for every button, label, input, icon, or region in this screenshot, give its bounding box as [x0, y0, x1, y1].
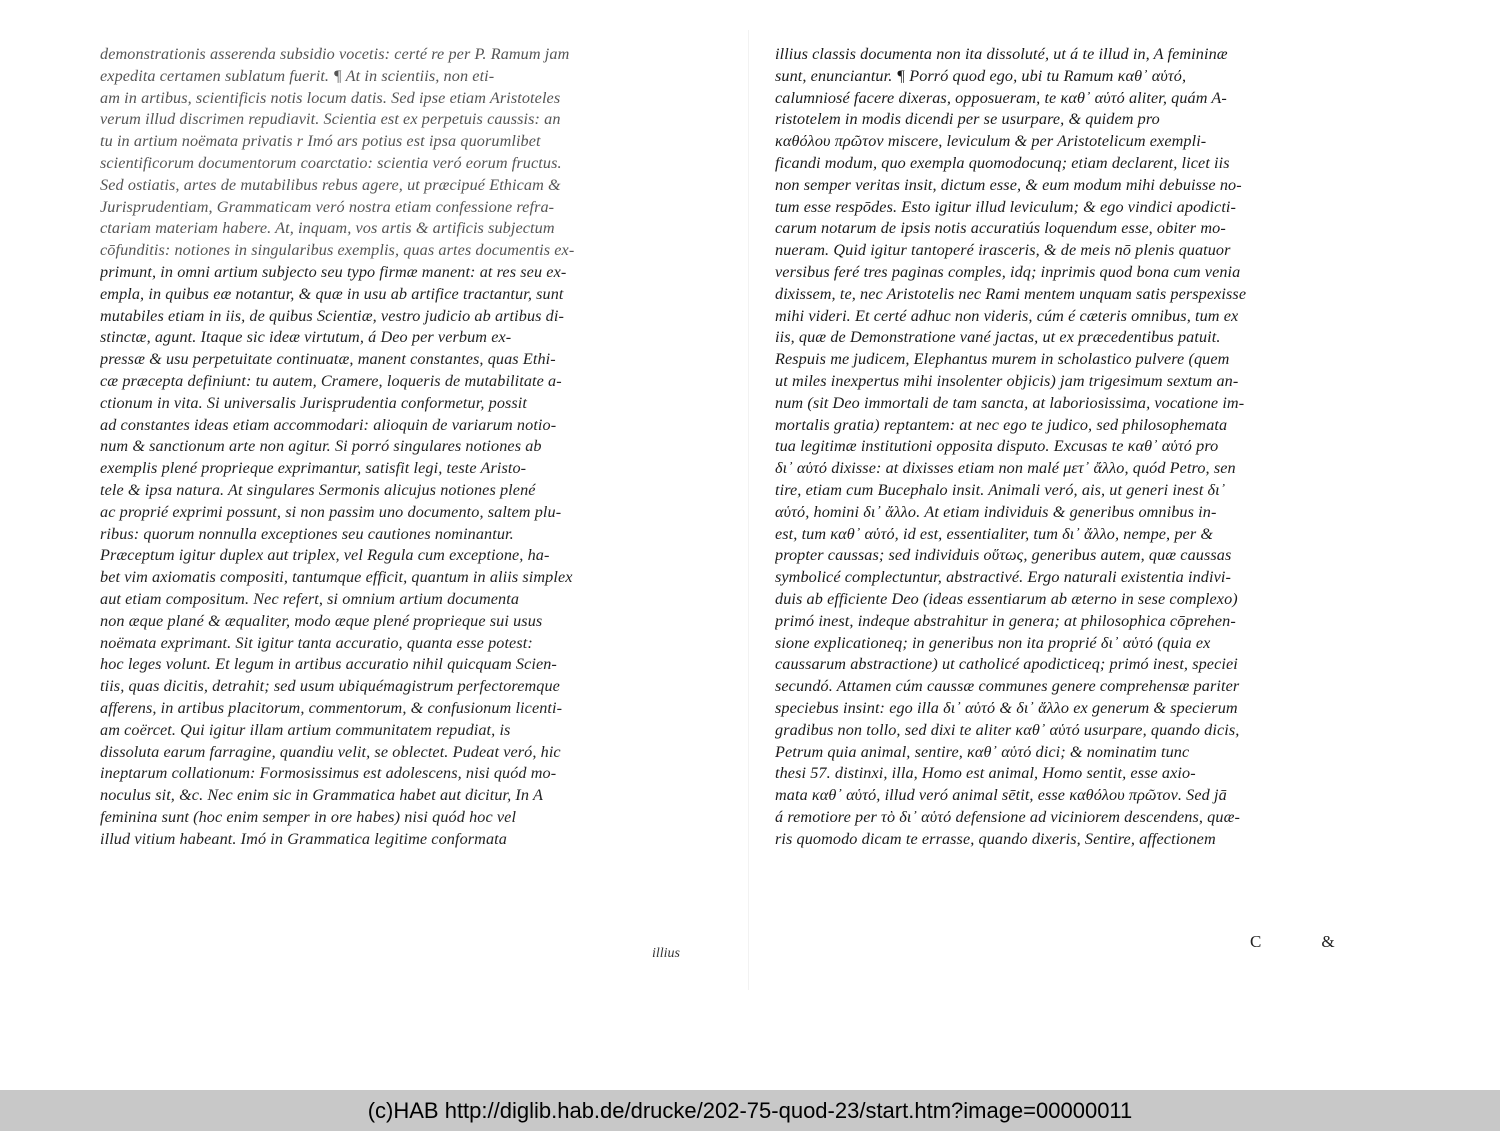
text-line: scientificorum documentorum coarctatio: scientia veró eorum fructus. — [100, 153, 562, 172]
text-line: expedita certamen sublatum fuerit. ¶ At in scientiis, non eti- — [100, 66, 495, 85]
text-line: num & sanctionum arte non agitur. Si porró singulares notiones ab — [100, 437, 542, 456]
text-line: am coërcet. Qui igitur illam artium communitatem repudiat, is — [100, 720, 511, 739]
text-line: tiis, quas dicitis, detrahit; sed usum ubiquémagistrum perfectoremque — [100, 677, 560, 696]
text-line: primunt, in omni artium subjecto seu typo firmæ manent: at res seu ex- — [100, 262, 567, 281]
text-line: caussarum abstractione) ut catholicé apodicticeq; primó inest, speciei — [775, 655, 1238, 674]
text-line: illud vitium habeant. Imó in Grammatica legitime conformata — [100, 829, 507, 848]
text-line: versibus feré tres paginas comples, idq; inprimis quod bona cum venia — [775, 262, 1241, 281]
text-line: δι᾽ αὑτό dixisse: at dixisses etiam non malé μετ᾽ ἄλλο, quód Petro, sen — [775, 459, 1236, 478]
text-line: αὑτό, homini δι᾽ ἄλλο. At etiam individuis & generibus omnibus in- — [775, 502, 1217, 521]
text-line: ac proprié exprimi possunt, si non passim uno documento, saltem plu- — [100, 502, 562, 521]
text-line: ad constantes ideas etiam accommodari: alioquin de variarum notio- — [100, 415, 557, 434]
text-line: cæ præcepta definiunt: tu autem, Cramere, loqueris de mutabilitate a- — [100, 371, 562, 390]
text-line: carum notarum de ipsis notis accuratiús loquendum esse, obiter mo- — [775, 219, 1226, 238]
text-line: mutabiles etiam in iis, de quibus Scientiæ, vestro judicio ab artibus di- — [100, 306, 564, 325]
text-line: bet vim axiomatis compositi, tantumque efficit, quantum in aliis simplex — [100, 568, 573, 587]
text-line: hoc leges volunt. Et legum in artibus accuratio nihil quicquam Scien- — [100, 655, 557, 674]
text-line: duis ab efficiente Deo (ideas essentiarum ab æterno in sese complexo) — [775, 589, 1238, 608]
text-line: non semper veritas insit, dictum esse, & eum modum mihi debuisse no- — [775, 175, 1242, 194]
text-line: am in artibus, scientificis notis locum datis. Sed ipse etiam Aristoteles — [100, 88, 561, 107]
text-line: empla, in quibus eæ notantur, & quæ in usu ab artifice tractantur, sunt — [100, 284, 564, 303]
text-line: Respuis me judicem, Elephantus murem in scholastico pulvere (quem — [775, 350, 1230, 369]
page-gutter — [748, 30, 749, 990]
text-line: primó inest, indeque abstrahitur in genera; at philosophica cōprehen- — [775, 611, 1236, 630]
left-page-catchword: illius — [652, 946, 681, 961]
left-page-text — [100, 44, 700, 850]
text-line: est, tum καθ᾽ αὑτό, id est, essentialiter, tum δι᾽ ἄλλο, nempe, per & — [775, 524, 1214, 543]
text-line: sunt, enunciantur. ¶ Porró quod ego, ubi tu Ramum καθ᾽ αὑτό, — [775, 66, 1187, 85]
text-line: speciebus insint: ego illa δι᾽ αὑτό & δι᾽ ἄλλο ex generum & specierum — [775, 698, 1238, 717]
text-line: nueram. Quid igitur tantoperé irasceris, & de meis nō plenis quatuor — [775, 241, 1231, 260]
text-line: non æque plané & æqualiter, modo æque plené proprieque sui usus — [100, 611, 543, 630]
text-line: ctionum in vita. Si universalis Jurisprudentia conformetur, possit — [100, 393, 528, 412]
text-line: Petrum quia animal, sentire, καθ᾽ αὑτό dici; & nominatim tunc — [775, 742, 1190, 761]
text-line: tum esse respōdes. Esto igitur illud leviculum; & ego vindici apodicti- — [775, 197, 1237, 216]
text-line: á remotiore per τὸ δι᾽ αὑτό defensione ad viciniorem descendens, quæ- — [775, 807, 1240, 826]
text-line: stinctæ, agunt. Itaque sic ideæ virtutum, á Deo per verbum ex- — [100, 328, 512, 347]
text-line: propter caussas; sed individuis οὕτως, generibus autem, quæ caussas — [775, 546, 1232, 565]
text-line: noëmata exprimant. Sit igitur tanta accuratio, quanta esse potest: — [100, 633, 533, 652]
text-line: symbolicé complectuntur, abstractivé. Ergo naturali existentia indivi- — [775, 568, 1231, 587]
text-line: iis, quæ de Demonstratione vané jactas, ut ex præcedentibus patuit. — [775, 328, 1221, 347]
right-page-text — [775, 44, 1355, 850]
copyright-footer: (c)HAB http://diglib.hab.de/drucke/202-75-quod-23/start.htm?image=00000011 — [0, 1090, 1500, 1131]
signature-mark: C — [1250, 932, 1322, 951]
text-line: Præceptum igitur duplex aut triplex, vel Regula cum exceptione, ha- — [100, 546, 550, 565]
text-line: num (sit Deo immortali de tam sancta, at laboriosissima, vocatione im- — [775, 393, 1245, 412]
text-line: mihi videri. Et certé adhuc non videris, cúm é cæteris omnibus, tum ex — [775, 306, 1239, 325]
text-line: ris quomodo dicam te errasse, quando dixeris, Sentire, affectionem — [775, 829, 1216, 848]
text-line: thesi 57. distinxi, illa, Homo est animal, Homo sentit, esse axio- — [775, 764, 1196, 783]
text-line: secundó. Attamen cúm caussæ communes genere comprehensæ pariter — [775, 677, 1240, 696]
text-line: tu in artium noëmata privatis r Imó ars potius est ipsa quorumlibet — [100, 132, 541, 151]
text-line: aut etiam compositum. Nec refert, si omnium artium documenta — [100, 589, 520, 608]
text-line: tire, etiam cum Bucephalo insit. Animali veró, ais, ut generi inest δι᾽ — [775, 480, 1226, 499]
text-line: ribus: quorum nonnulla exceptiones seu cautiones nominantur. — [100, 524, 514, 543]
text-line: dixissem, te, nec Aristotelis nec Rami mentem unquam satis perspexisse — [775, 284, 1247, 303]
text-line: exemplis plené proprieque exprimantur, satisfit legi, teste Aristo- — [100, 459, 527, 478]
text-line: ut miles inexpertus mihi insolenter objicis) jam trigesimum sextum an- — [775, 371, 1239, 390]
text-line: noculus sit, &c. Nec enim sic in Grammatica habet aut dicitur, In A — [100, 786, 543, 805]
text-line: afferens, in artibus placitorum, commentorum, & confusionum licenti- — [100, 698, 563, 717]
text-line: calumniosé facere dixeras, opposueram, te καθ᾽ αὑτό aliter, quám A- — [775, 88, 1227, 107]
text-line: verum illud discrimen repudiavit. Scientia est ex perpetuis caussis: an — [100, 110, 561, 129]
text-line: gradibus non tollo, sed dixi te aliter καθ᾽ αὑτό usurpare, quando dicis, — [775, 720, 1240, 739]
text-line: ineptarum collationum: Formosissimus est adolescens, nisi quód mo- — [100, 764, 557, 783]
text-line: demonstrationis asserenda subsidio vocetis: certé re per P. Ramum jam — [100, 45, 570, 63]
text-line: Jurisprudentiam, Grammaticam veró nostra etiam confessione refra- — [100, 197, 555, 216]
text-line: illius classis documenta non ita dissoluté, ut á te illud in, A femininæ — [775, 45, 1228, 63]
text-line: cōfunditis: notiones in singularibus exemplis, quas artes documentis ex- — [100, 241, 575, 260]
text-line: mata καθ᾽ αὑτό, illud veró animal sētit, esse καθόλου πρῶτον. Sed jā — [775, 786, 1227, 805]
text-line: tele & ipsa natura. At singulares Sermonis alicujus notiones plené — [100, 480, 536, 499]
right-page-signature — [1250, 932, 1395, 952]
right-page-catchword: & — [1321, 932, 1395, 951]
text-line: ristotelem in modis dicendi per se usurpare, & quidem pro — [775, 110, 1160, 129]
text-line: ctariam materiam habere. At, inquam, vos artis & artificis subjectum — [100, 219, 555, 238]
text-line: sione explicationeq; in generibus non ita proprié δι᾽ αὑτό (quia ex — [775, 633, 1211, 652]
text-line: pressæ & usu perpetuitate continuatæ, manent constantes, quas Ethi- — [100, 350, 556, 369]
text-line: mortalis gratia) reptantem: at nec ego te judico, sed philosophemata — [775, 415, 1228, 434]
text-line: Sed ostiatis, artes de mutabilibus rebus agere, ut præcipué Ethicam & — [100, 175, 561, 194]
text-line: καθόλου πρῶτον miscere, leviculum & per Aristotelicum exempli- — [775, 132, 1207, 151]
text-line: feminina sunt (hoc enim semper in ore habes) nisi quód hoc vel — [100, 807, 517, 826]
text-line: ficandi modum, quo exempla quomodocunq; etiam declarent, licet iis — [775, 153, 1230, 172]
text-line: tua legitimæ institutioni opposita disputo. Excusas te καθ᾽ αὑτό pro — [775, 437, 1219, 456]
text-line: dissoluta earum farragine, quandiu velit, se oblectet. Pudeat veró, hic — [100, 742, 561, 761]
